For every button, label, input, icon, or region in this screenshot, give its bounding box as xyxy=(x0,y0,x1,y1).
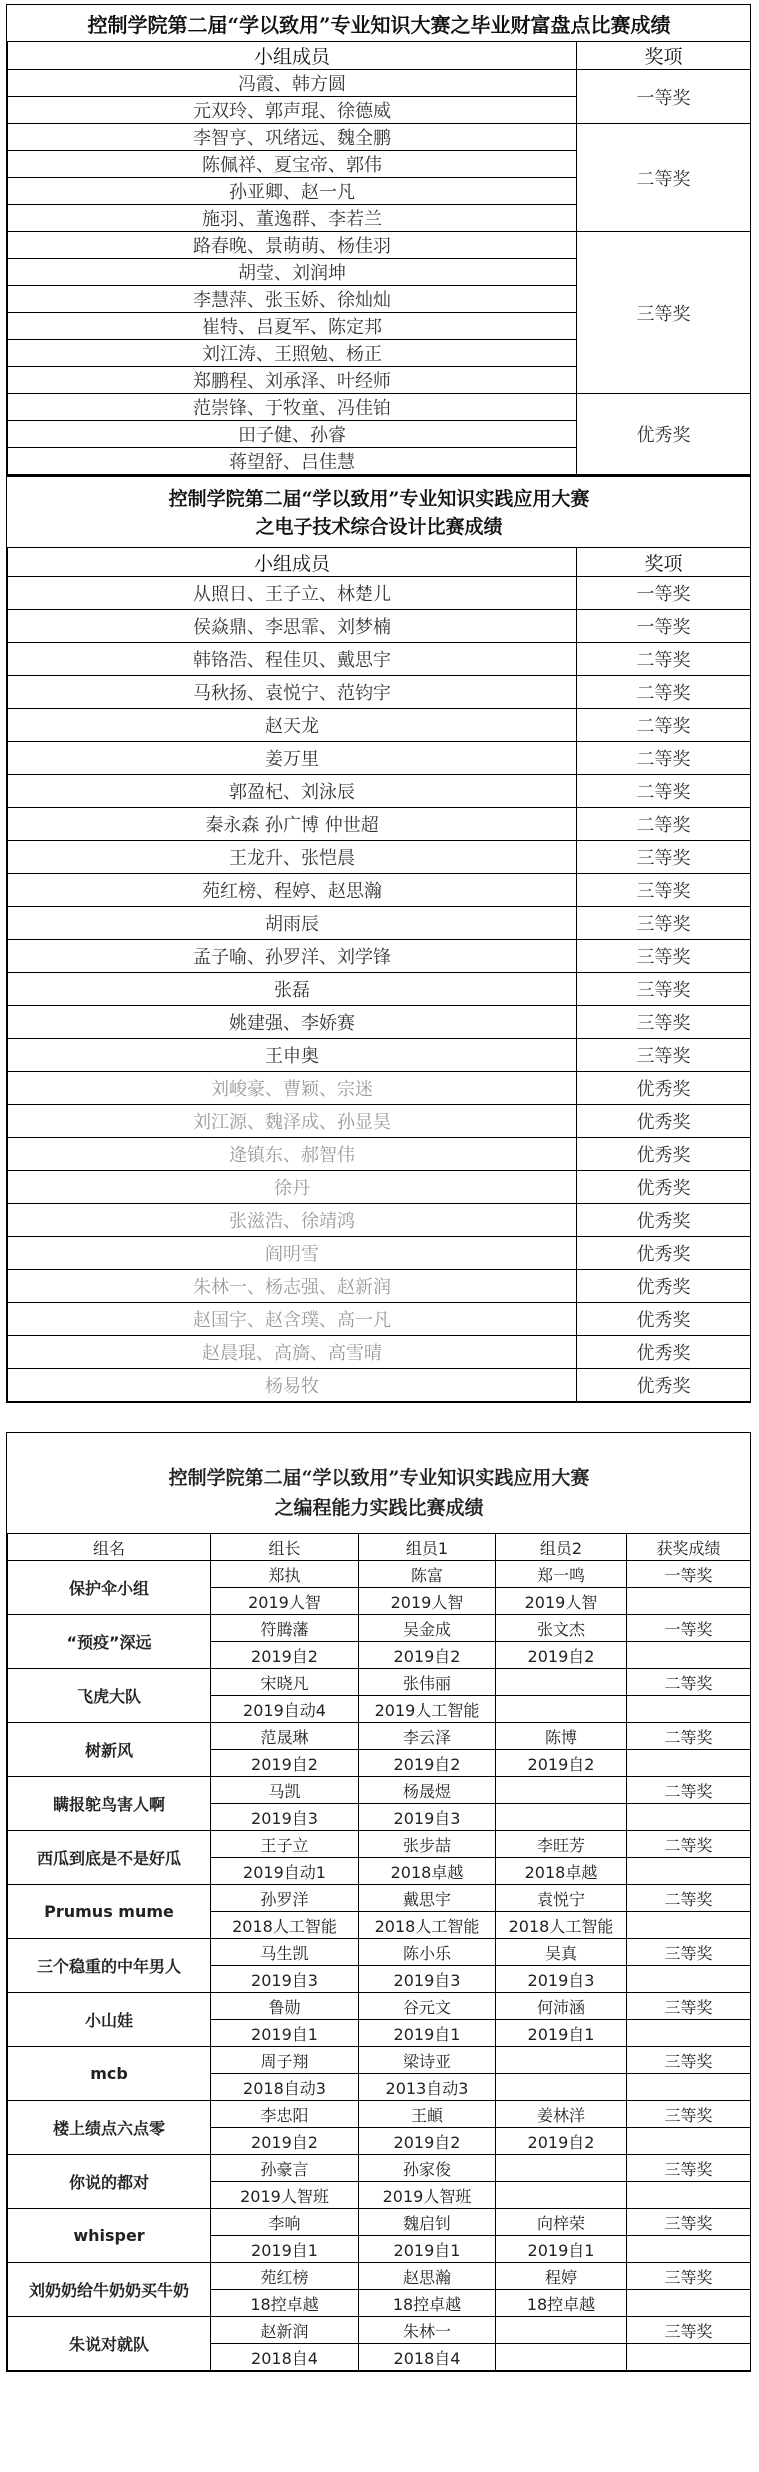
award-class-cell xyxy=(627,2020,751,2047)
member2-cell: 李旺芳 xyxy=(496,1831,627,1858)
member1-class-cell: 2019人智班 xyxy=(359,2182,496,2209)
award-cell: 优秀奖 xyxy=(577,1105,751,1138)
award-cell: 二等奖 xyxy=(627,1723,751,1750)
member-cell: 赵国宇、赵含璞、高一凡 xyxy=(8,1303,577,1336)
member1-cell: 张步喆 xyxy=(359,1831,496,1858)
member-cell: 李智亨、巩绪远、魏全鹏 xyxy=(8,124,577,151)
leader-cell: 周子翔 xyxy=(211,2047,359,2074)
award-cell: 一等奖 xyxy=(627,1561,751,1588)
group-name-cell: Prumus mume xyxy=(8,1885,211,1939)
member-cell: 姜万里 xyxy=(8,742,577,775)
table-row xyxy=(8,1369,751,1402)
member-cell: 侯焱鼎、李思霏、刘梦楠 xyxy=(8,610,577,643)
member1-class-cell: 2019人智 xyxy=(359,1588,496,1615)
award-cell: 二等奖 xyxy=(577,742,751,775)
table-row xyxy=(8,808,751,841)
award-cell: 优秀奖 xyxy=(577,1336,751,1369)
table-row xyxy=(8,709,751,742)
group-name-cell: 小山娃 xyxy=(8,1993,211,2047)
table3-header-member2: 组员2 xyxy=(496,1534,627,1561)
member-cell: 孙亚卿、赵一凡 xyxy=(8,178,577,205)
member1-cell: 梁诗亚 xyxy=(359,2047,496,2074)
member1-class-cell: 2019自3 xyxy=(359,1804,496,1831)
table-row xyxy=(8,2263,751,2290)
member1-cell: 杨晟煜 xyxy=(359,1777,496,1804)
leader-class-cell: 2018自动3 xyxy=(211,2074,359,2101)
member-cell: 范崇锋、于牧童、冯佳铂 xyxy=(8,394,577,421)
leader-cell: 孙罗洋 xyxy=(211,1885,359,1912)
member-cell: 田子健、孙睿 xyxy=(8,421,577,448)
member1-class-cell: 2019自2 xyxy=(359,1750,496,1777)
member-cell: 路春晚、景萌萌、杨佳羽 xyxy=(8,232,577,259)
award-cell: 一等奖 xyxy=(577,577,751,610)
award-class-cell xyxy=(627,1642,751,1669)
member-cell: 元双玲、郭声琨、徐德威 xyxy=(8,97,577,124)
table3-title-line1: 控制学院第二届“学以致用”专业知识实践应用大赛 xyxy=(168,1467,590,1489)
member2-class-cell xyxy=(496,1804,627,1831)
member-cell: 赵晨琨、高旖、高雪晴 xyxy=(8,1336,577,1369)
award-cell: 三等奖 xyxy=(627,2263,751,2290)
award-class-cell xyxy=(627,1912,751,1939)
award-cell: 二等奖 xyxy=(577,643,751,676)
award-cell: 三等奖 xyxy=(577,232,751,394)
member1-class-cell: 2013自动3 xyxy=(359,2074,496,2101)
member2-cell xyxy=(496,1777,627,1804)
leader-cell: 王子立 xyxy=(211,1831,359,1858)
member2-cell: 张文杰 xyxy=(496,1615,627,1642)
member1-cell: 朱林一 xyxy=(359,2317,496,2344)
member2-cell: 郑一鸣 xyxy=(496,1561,627,1588)
award-cell: 二等奖 xyxy=(577,676,751,709)
table3-title-line2: 之编程能力实践比赛成绩 xyxy=(274,1497,484,1519)
table-row xyxy=(8,232,751,259)
member1-cell: 王頔 xyxy=(359,2101,496,2128)
award-cell: 优秀奖 xyxy=(577,1138,751,1171)
member-cell: 张滋浩、徐靖鸿 xyxy=(8,1204,577,1237)
member-cell: 刘江涛、王照勉、杨正 xyxy=(8,340,577,367)
member1-class-cell: 2018自4 xyxy=(359,2344,496,2371)
table3-header-award: 获奖成绩 xyxy=(627,1534,751,1561)
table1-block xyxy=(6,4,751,476)
member-cell: 胡莹、刘润坤 xyxy=(8,259,577,286)
table-row xyxy=(8,1171,751,1204)
leader-class-cell: 2019自1 xyxy=(211,2236,359,2263)
table-row xyxy=(8,70,751,97)
table2 xyxy=(7,477,751,1402)
group-name-cell: 西瓜到底是不是好瓜 xyxy=(8,1831,211,1885)
member-cell: 陈佩祥、夏宝帝、郭伟 xyxy=(8,151,577,178)
award-cell: 三等奖 xyxy=(627,2317,751,2344)
award-cell: 优秀奖 xyxy=(577,1270,751,1303)
member2-class-cell: 2019自1 xyxy=(496,2020,627,2047)
member-cell: 孟子喻、孙罗洋、刘学锋 xyxy=(8,940,577,973)
member-cell: 郑鹏程、刘承泽、叶经师 xyxy=(8,367,577,394)
member1-cell: 陈小乐 xyxy=(359,1939,496,1966)
table-row xyxy=(8,1204,751,1237)
member-cell: 马秋扬、袁悦宁、范钧宇 xyxy=(8,676,577,709)
group-name-cell: 树新风 xyxy=(8,1723,211,1777)
member1-cell: 张伟丽 xyxy=(359,1669,496,1696)
award-cell: 二等奖 xyxy=(627,1777,751,1804)
table-row xyxy=(8,577,751,610)
award-cell: 三等奖 xyxy=(627,2101,751,2128)
award-cell: 优秀奖 xyxy=(577,1369,751,1402)
leader-class-cell: 2019自1 xyxy=(211,2020,359,2047)
award-cell: 二等奖 xyxy=(577,775,751,808)
member1-cell: 孙家俊 xyxy=(359,2155,496,2182)
member-cell: 郭盈杞、刘泳辰 xyxy=(8,775,577,808)
award-cell: 二等奖 xyxy=(627,1885,751,1912)
member2-cell xyxy=(496,2047,627,2074)
group-name-cell: 楼上绩点六点零 xyxy=(8,2101,211,2155)
award-cell: 三等奖 xyxy=(627,1939,751,1966)
award-cell: 三等奖 xyxy=(627,2047,751,2074)
table-row xyxy=(8,2155,751,2182)
member2-class-cell: 2019自3 xyxy=(496,1966,627,1993)
member-cell: 王龙升、张恺晨 xyxy=(8,841,577,874)
member-cell: 秦永森 孙广博 仲世超 xyxy=(8,808,577,841)
award-class-cell xyxy=(627,1804,751,1831)
member2-cell: 何沛涵 xyxy=(496,1993,627,2020)
group-name-cell: “预疫”深远 xyxy=(8,1615,211,1669)
group-name-cell: 飞虎大队 xyxy=(8,1669,211,1723)
table-row xyxy=(8,1006,751,1039)
award-cell: 一等奖 xyxy=(577,70,751,124)
leader-class-cell: 2018自4 xyxy=(211,2344,359,2371)
award-cell: 二等奖 xyxy=(627,1831,751,1858)
member-cell: 徐丹 xyxy=(8,1171,577,1204)
leader-cell: 范晟琳 xyxy=(211,1723,359,1750)
award-class-cell xyxy=(627,1858,751,1885)
member2-class-cell: 2018卓越 xyxy=(496,1858,627,1885)
member1-cell: 陈富 xyxy=(359,1561,496,1588)
table-row xyxy=(8,742,751,775)
award-class-cell xyxy=(627,2182,751,2209)
table1 xyxy=(7,5,751,475)
table-row xyxy=(8,1615,751,1642)
group-name-cell: mcb xyxy=(8,2047,211,2101)
member2-cell: 吴真 xyxy=(496,1939,627,1966)
table-row xyxy=(8,907,751,940)
table3-header-leader: 组长 xyxy=(211,1534,359,1561)
member-cell: 从照日、王子立、林楚儿 xyxy=(8,577,577,610)
award-cell: 优秀奖 xyxy=(577,1303,751,1336)
table-row xyxy=(8,841,751,874)
leader-cell: 马凯 xyxy=(211,1777,359,1804)
table-row xyxy=(8,1777,751,1804)
member-cell: 赵天龙 xyxy=(8,709,577,742)
member2-cell xyxy=(496,2155,627,2182)
award-cell: 一等奖 xyxy=(577,610,751,643)
member1-class-cell: 2019人工智能 xyxy=(359,1696,496,1723)
member-cell: 王申奥 xyxy=(8,1039,577,1072)
leader-class-cell: 18控卓越 xyxy=(211,2290,359,2317)
member-cell: 苑红榜、程婷、赵思瀚 xyxy=(8,874,577,907)
award-class-cell xyxy=(627,2128,751,2155)
leader-class-cell: 2019人智 xyxy=(211,1588,359,1615)
table-row xyxy=(8,1669,751,1696)
table-row xyxy=(8,1561,751,1588)
award-class-cell xyxy=(627,2344,751,2371)
member-cell: 施羽、董逸群、李若兰 xyxy=(8,205,577,232)
table-row xyxy=(8,2047,751,2074)
award-class-cell xyxy=(627,2236,751,2263)
member1-cell: 谷元文 xyxy=(359,1993,496,2020)
table-row xyxy=(8,775,751,808)
table2-title-line2: 之电子技术综合设计比赛成绩 xyxy=(255,516,503,538)
leader-cell: 宋晓凡 xyxy=(211,1669,359,1696)
table-row xyxy=(8,124,751,151)
member2-cell: 姜林洋 xyxy=(496,2101,627,2128)
award-cell: 优秀奖 xyxy=(577,1237,751,1270)
award-cell: 三等奖 xyxy=(577,973,751,1006)
member2-class-cell: 2019自2 xyxy=(496,1642,627,1669)
leader-class-cell: 2019自2 xyxy=(211,1642,359,1669)
group-name-cell: 朱说对就队 xyxy=(8,2317,211,2371)
member2-class-cell: 18控卓越 xyxy=(496,2290,627,2317)
group-name-cell: 刘奶奶给牛奶奶买牛奶 xyxy=(8,2263,211,2317)
member-cell: 张磊 xyxy=(8,973,577,1006)
member-cell: 冯霞、韩方圆 xyxy=(8,70,577,97)
table-row xyxy=(8,1105,751,1138)
leader-class-cell: 2019自3 xyxy=(211,1804,359,1831)
table3 xyxy=(7,1433,751,2371)
award-cell: 三等奖 xyxy=(627,2209,751,2236)
leader-class-cell: 2018人工智能 xyxy=(211,1912,359,1939)
member-cell: 姚建强、李娇赛 xyxy=(8,1006,577,1039)
member2-class-cell: 2019自2 xyxy=(496,2128,627,2155)
award-class-cell xyxy=(627,1588,751,1615)
table-row xyxy=(8,1831,751,1858)
member1-class-cell: 2019自1 xyxy=(359,2020,496,2047)
table1-header-award: 奖项 xyxy=(577,42,751,70)
table-row xyxy=(8,1072,751,1105)
award-class-cell xyxy=(627,1696,751,1723)
leader-cell: 符腾藩 xyxy=(211,1615,359,1642)
table1-title: 控制学院第二届“学以致用”专业知识大赛之毕业财富盘点比赛成绩 xyxy=(8,5,751,42)
leader-class-cell: 2019自2 xyxy=(211,1750,359,1777)
member2-class-cell xyxy=(496,2074,627,2101)
group-name-cell: 保护伞小组 xyxy=(8,1561,211,1615)
leader-cell: 李忠阳 xyxy=(211,2101,359,2128)
leader-class-cell: 2019自3 xyxy=(211,1966,359,1993)
table-row xyxy=(8,874,751,907)
table-row xyxy=(8,940,751,973)
leader-class-cell: 2019自动1 xyxy=(211,1858,359,1885)
member1-cell: 李云泽 xyxy=(359,1723,496,1750)
member-cell: 崔特、吕夏军、陈定邦 xyxy=(8,313,577,340)
table-row xyxy=(8,1723,751,1750)
award-cell: 二等奖 xyxy=(577,808,751,841)
award-cell: 二等奖 xyxy=(577,124,751,232)
leader-cell: 孙豪言 xyxy=(211,2155,359,2182)
group-name-cell: 瞒报鸵鸟害人啊 xyxy=(8,1777,211,1831)
member2-class-cell xyxy=(496,2344,627,2371)
award-cell: 二等奖 xyxy=(627,1669,751,1696)
table1-header-members: 小组成员 xyxy=(8,42,577,70)
member2-cell xyxy=(496,1669,627,1696)
award-cell: 三等奖 xyxy=(577,841,751,874)
table-row xyxy=(8,1993,751,2020)
group-name-cell: whisper xyxy=(8,2209,211,2263)
table-row xyxy=(8,1885,751,1912)
award-cell: 优秀奖 xyxy=(577,1204,751,1237)
award-cell: 三等奖 xyxy=(577,874,751,907)
table-row xyxy=(8,1237,751,1270)
member2-cell: 袁悦宁 xyxy=(496,1885,627,1912)
table-row xyxy=(8,610,751,643)
table-row xyxy=(8,394,751,421)
member-cell: 刘江源、魏泽成、孙显昊 xyxy=(8,1105,577,1138)
member1-class-cell: 18控卓越 xyxy=(359,2290,496,2317)
leader-cell: 马生凯 xyxy=(211,1939,359,1966)
award-cell: 优秀奖 xyxy=(577,394,751,475)
leader-cell: 鲁勋 xyxy=(211,1993,359,2020)
leader-cell: 苑红榜 xyxy=(211,2263,359,2290)
award-cell: 三等奖 xyxy=(577,940,751,973)
award-cell: 二等奖 xyxy=(577,709,751,742)
leader-cell: 赵新润 xyxy=(211,2317,359,2344)
award-cell: 三等奖 xyxy=(627,1993,751,2020)
table3-header-group: 组名 xyxy=(8,1534,211,1561)
member2-class-cell: 2019人智 xyxy=(496,1588,627,1615)
table-row xyxy=(8,1138,751,1171)
award-class-cell xyxy=(627,2290,751,2317)
member1-class-cell: 2019自3 xyxy=(359,1966,496,1993)
member1-class-cell: 2018人工智能 xyxy=(359,1912,496,1939)
member-cell: 胡雨辰 xyxy=(8,907,577,940)
table-row xyxy=(8,1336,751,1369)
table-row xyxy=(8,1303,751,1336)
table2-title xyxy=(8,477,751,548)
member1-cell: 魏启钊 xyxy=(359,2209,496,2236)
table2-header-award: 奖项 xyxy=(577,548,751,577)
member-cell: 阎明雪 xyxy=(8,1237,577,1270)
member1-cell: 戴思宇 xyxy=(359,1885,496,1912)
member-cell: 杨易牧 xyxy=(8,1369,577,1402)
member1-class-cell: 2018卓越 xyxy=(359,1858,496,1885)
member-cell: 韩铬浩、程佳贝、戴思宇 xyxy=(8,643,577,676)
award-cell: 优秀奖 xyxy=(577,1171,751,1204)
member1-cell: 赵思瀚 xyxy=(359,2263,496,2290)
leader-class-cell: 2019人智班 xyxy=(211,2182,359,2209)
award-cell: 三等奖 xyxy=(577,1006,751,1039)
leader-cell: 李响 xyxy=(211,2209,359,2236)
award-cell: 三等奖 xyxy=(577,1039,751,1072)
member2-cell xyxy=(496,2317,627,2344)
table-row xyxy=(8,676,751,709)
award-cell: 三等奖 xyxy=(627,2155,751,2182)
table-row xyxy=(8,1270,751,1303)
member-cell: 朱林一、杨志强、赵新润 xyxy=(8,1270,577,1303)
award-class-cell xyxy=(627,1750,751,1777)
member2-cell: 程婷 xyxy=(496,2263,627,2290)
leader-class-cell: 2019自动4 xyxy=(211,1696,359,1723)
table2-header-members: 小组成员 xyxy=(8,548,577,577)
member2-cell: 向梓荣 xyxy=(496,2209,627,2236)
member2-class-cell: 2019自1 xyxy=(496,2236,627,2263)
table3-title xyxy=(8,1433,751,1534)
table-row xyxy=(8,1039,751,1072)
member2-class-cell xyxy=(496,2182,627,2209)
award-cell: 优秀奖 xyxy=(577,1072,751,1105)
award-class-cell xyxy=(627,2074,751,2101)
table-row xyxy=(8,2101,751,2128)
group-name-cell: 你说的都对 xyxy=(8,2155,211,2209)
member2-class-cell: 2019自2 xyxy=(496,1750,627,1777)
member-cell: 刘峻豪、曹颖、宗迷 xyxy=(8,1072,577,1105)
member2-class-cell xyxy=(496,1696,627,1723)
member2-class-cell: 2018人工智能 xyxy=(496,1912,627,1939)
member-cell: 逄镇东、郝智伟 xyxy=(8,1138,577,1171)
table-row xyxy=(8,2317,751,2344)
member1-class-cell: 2019自1 xyxy=(359,2236,496,2263)
member2-cell: 陈博 xyxy=(496,1723,627,1750)
table-row xyxy=(8,1939,751,1966)
group-name-cell: 三个稳重的中年男人 xyxy=(8,1939,211,1993)
award-class-cell xyxy=(627,1966,751,1993)
award-cell: 三等奖 xyxy=(577,907,751,940)
member-cell: 蒋望舒、吕佳慧 xyxy=(8,448,577,475)
table3-header-member1: 组员1 xyxy=(359,1534,496,1561)
table2-title-line1: 控制学院第二届“学以致用”专业知识实践应用大赛 xyxy=(168,488,590,510)
leader-cell: 郑执 xyxy=(211,1561,359,1588)
member1-class-cell: 2019自2 xyxy=(359,1642,496,1669)
table-row xyxy=(8,2209,751,2236)
member1-class-cell: 2019自2 xyxy=(359,2128,496,2155)
table-row xyxy=(8,973,751,1006)
member1-cell: 吴金成 xyxy=(359,1615,496,1642)
member-cell: 李慧萍、张玉娇、徐灿灿 xyxy=(8,286,577,313)
award-cell: 一等奖 xyxy=(627,1615,751,1642)
table-row xyxy=(8,643,751,676)
leader-class-cell: 2019自2 xyxy=(211,2128,359,2155)
table2-block xyxy=(6,476,751,1403)
table3-block xyxy=(6,1432,751,2372)
